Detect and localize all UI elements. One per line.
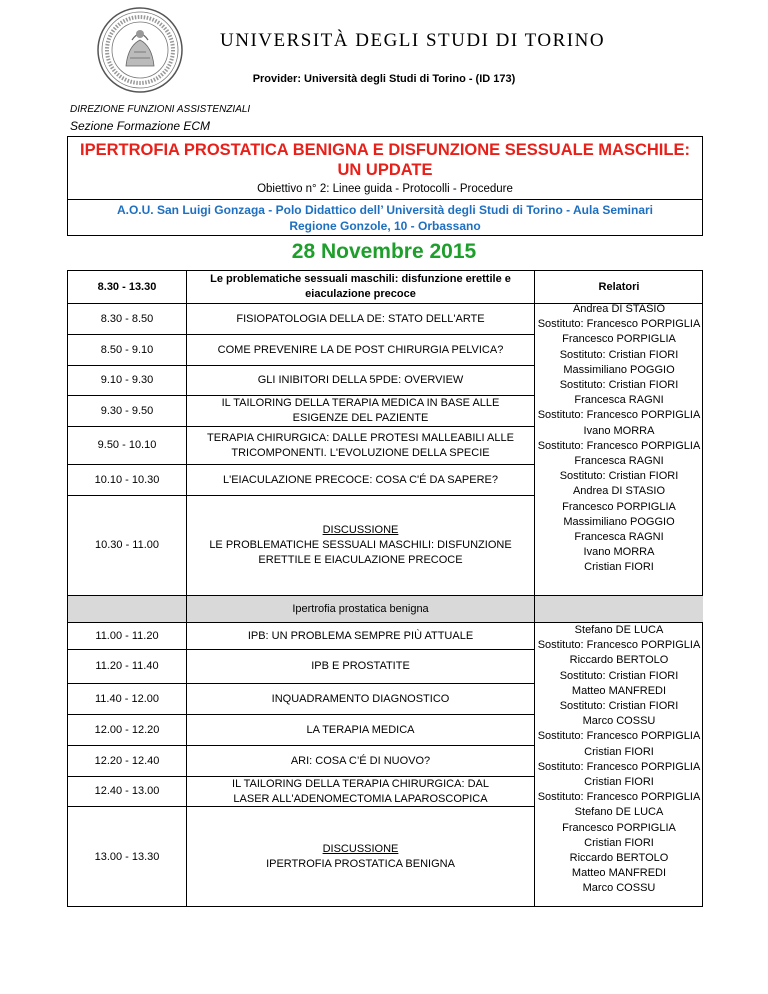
row-time: 11.20 - 11.40 bbox=[95, 660, 159, 672]
relatore: Sostituto: Francesco PORPIGLIA bbox=[537, 730, 701, 743]
relatore: Sostituto: Francesco PORPIGLIA bbox=[537, 439, 701, 452]
row-topic: FISIOPATOLOGIA DELLA DE: STATO DELL'ARTE bbox=[236, 312, 485, 325]
discussion-title: DISCUSSIONE bbox=[322, 524, 399, 536]
relatori-header: Relatori bbox=[598, 280, 640, 293]
discussion-title: DISCUSSIONE bbox=[322, 843, 399, 855]
relatore: Riccardo BERTOLO bbox=[569, 852, 669, 865]
relatore: Cristian FIORI bbox=[584, 836, 654, 849]
row-topic: LA TERAPIA MEDICA bbox=[306, 723, 415, 736]
row-topic: IPB: UN PROBLEMA SEMPRE PIÙ ATTUALE bbox=[247, 629, 474, 642]
row-time: 11.40 - 12.00 bbox=[94, 692, 159, 705]
session2-title: Ipertrofia prostatica benigna bbox=[292, 602, 429, 615]
row-time: 12.00 - 12.20 bbox=[94, 723, 160, 736]
relatore: Francesco PORPIGLIA bbox=[562, 821, 676, 834]
relatore: Sostituto: Cristian FIORI bbox=[559, 700, 679, 713]
relatore: Stefano DE LUCA bbox=[574, 624, 664, 636]
university-name: UNIVERSITÀ DEGLI STUDI DI TORINO bbox=[220, 30, 606, 51]
relatore: Francesco PORPIGLIA bbox=[562, 500, 676, 513]
discussion-topic bbox=[187, 496, 534, 595]
relatore: Sostituto: Cristian FIORI bbox=[559, 669, 679, 682]
relatore: Ivano MORRA bbox=[583, 424, 655, 437]
session1-relatori bbox=[535, 302, 703, 576]
row-time: 9.10 - 9.30 bbox=[100, 374, 154, 386]
row-topic: L'EIACULAZIONE PRECOCE: COSA C'É DA SAPERE? bbox=[222, 473, 498, 486]
relatore: Marco COSSU bbox=[582, 715, 656, 728]
relatore: Massimiliano POGGIO bbox=[563, 515, 675, 528]
relatore: Cristian FIORI bbox=[584, 745, 654, 758]
row-topic: TERAPIA CHIRURGICA: DALLE PROTESI MALLEABILI ALLE TRICOMPONENTI. L'EVOLUZIONE DELLA SPECIE bbox=[207, 431, 514, 459]
relatore: Sostituto: Cristian FIORI bbox=[559, 348, 679, 361]
direzione-label: DIREZIONE FUNZIONI ASSISTENZIALI bbox=[70, 104, 251, 115]
course-objective: Obiettivo n° 2: Linee guida - Protocolli - Procedure bbox=[257, 183, 513, 195]
relatore: Francesco PORPIGLIA bbox=[562, 333, 676, 346]
relatore: Marco COSSU bbox=[582, 882, 656, 895]
relatore: Matteo MANFREDI bbox=[571, 867, 667, 880]
discussion-topic bbox=[187, 807, 534, 907]
row-topic: IPB E PROSTATITE bbox=[311, 660, 410, 672]
schedule-table bbox=[67, 270, 703, 907]
session2-relatori bbox=[535, 623, 703, 897]
relatore: Riccardo BERTOLO bbox=[569, 654, 669, 667]
row-time: 9.30 - 9.50 bbox=[100, 404, 154, 417]
relatore: Ivano MORRA bbox=[583, 546, 655, 559]
row-topic: INQUADRAMENTO DIAGNOSTICO bbox=[271, 692, 450, 705]
row-time: 10.30 - 11.00 bbox=[94, 539, 159, 551]
row-time: 9.50 - 10.10 bbox=[97, 439, 157, 451]
row-time: 12.40 - 13.00 bbox=[94, 785, 160, 797]
course-title bbox=[68, 140, 702, 180]
relatore: Sostituto: Francesco PORPIGLIA bbox=[537, 639, 701, 652]
venue-line1: A.O.U. San Luigi Gonzaga - Polo Didattico dell’ Università degli Studi di Torino - Aula Seminari bbox=[116, 203, 654, 217]
event-date: 28 Novembre 2015 bbox=[291, 240, 477, 263]
relatore: Sostituto: Cristian FIORI bbox=[559, 379, 679, 392]
relatore: Sostituto: Francesco PORPIGLIA bbox=[537, 409, 701, 422]
discussion-text: LE PROBLEMATICHE SESSUALI MASCHILI: DISFUNZIONE ERETTILE E EIACULAZIONE PRECOCE bbox=[209, 539, 512, 566]
sezione-label: Sezione Formazione ECM bbox=[70, 119, 211, 133]
row-time: 12.20 - 12.40 bbox=[94, 754, 160, 767]
course-title-box bbox=[67, 136, 703, 200]
relatore: Andrea DI STASIO bbox=[572, 303, 666, 315]
row-time: 8.50 - 9.10 bbox=[100, 343, 154, 356]
row-time: 8.30 - 8.50 bbox=[100, 312, 154, 325]
course-title-line1: IPERTROFIA PROSTATICA BENIGNA E DISFUNZIONE SESSUALE MASCHILE: bbox=[80, 141, 690, 159]
course-title-line2: UN UPDATE bbox=[337, 161, 433, 179]
session1-title: Le problematiche sessuali maschili: disfunzione erettile e eiaculazione precoce bbox=[210, 273, 511, 300]
relatore: Stefano DE LUCA bbox=[574, 806, 664, 819]
row-topic: GLI INIBITORI DELLA 5PDE: OVERVIEW bbox=[257, 374, 464, 386]
row-topic: IL TAILORING DELLA TERAPIA MEDICA IN BASE ALLE ESIGENZE DEL PAZIENTE bbox=[221, 397, 500, 424]
row-topic: COME PREVENIRE LA DE POST CHIRURGIA PELVICA? bbox=[217, 343, 504, 356]
session1-time: 8.30 - 13.30 bbox=[97, 280, 157, 293]
row-topic: ARI: COSA C’É DI NUOVO? bbox=[290, 754, 431, 767]
row-time: 11.00 - 11.20 bbox=[95, 629, 159, 642]
row-topic: IL TAILORING DELLA TERAPIA CHIRURGICA: DAL LASER ALL'ADENOMECTOMIA LAPAROSCOPICA bbox=[232, 777, 489, 805]
relatore: Sostituto: Francesco PORPIGLIA bbox=[537, 318, 701, 331]
relatore: Francesca RAGNI bbox=[574, 455, 664, 468]
relatore: Sostituto: Francesco PORPIGLIA bbox=[537, 791, 701, 804]
relatore: Sostituto: Francesco PORPIGLIA bbox=[537, 760, 701, 773]
relatore: Cristian FIORI bbox=[584, 561, 654, 574]
relatore: Matteo MANFREDI bbox=[571, 684, 667, 697]
relatore: Sostituto: Cristian FIORI bbox=[559, 470, 679, 483]
venue-line2: Regione Gonzole, 10 - Orbassano bbox=[289, 219, 481, 233]
relatore: Massimiliano POGGIO bbox=[563, 363, 675, 376]
row-time: 13.00 - 13.30 bbox=[94, 850, 160, 863]
relatore: Cristian FIORI bbox=[584, 776, 654, 789]
provider-line: Provider: Università degli Studi di Torino - (ID 173) bbox=[252, 73, 516, 85]
discussion-text: IPERTROFIA PROSTATICA BENIGNA bbox=[266, 858, 455, 870]
row-time: 10.10 - 10.30 bbox=[94, 473, 160, 486]
venue-box bbox=[67, 199, 703, 236]
relatore: Francesca RAGNI bbox=[574, 394, 664, 407]
relatore: Francesca RAGNI bbox=[574, 531, 664, 544]
relatore: Andrea DI STASIO bbox=[572, 485, 666, 498]
